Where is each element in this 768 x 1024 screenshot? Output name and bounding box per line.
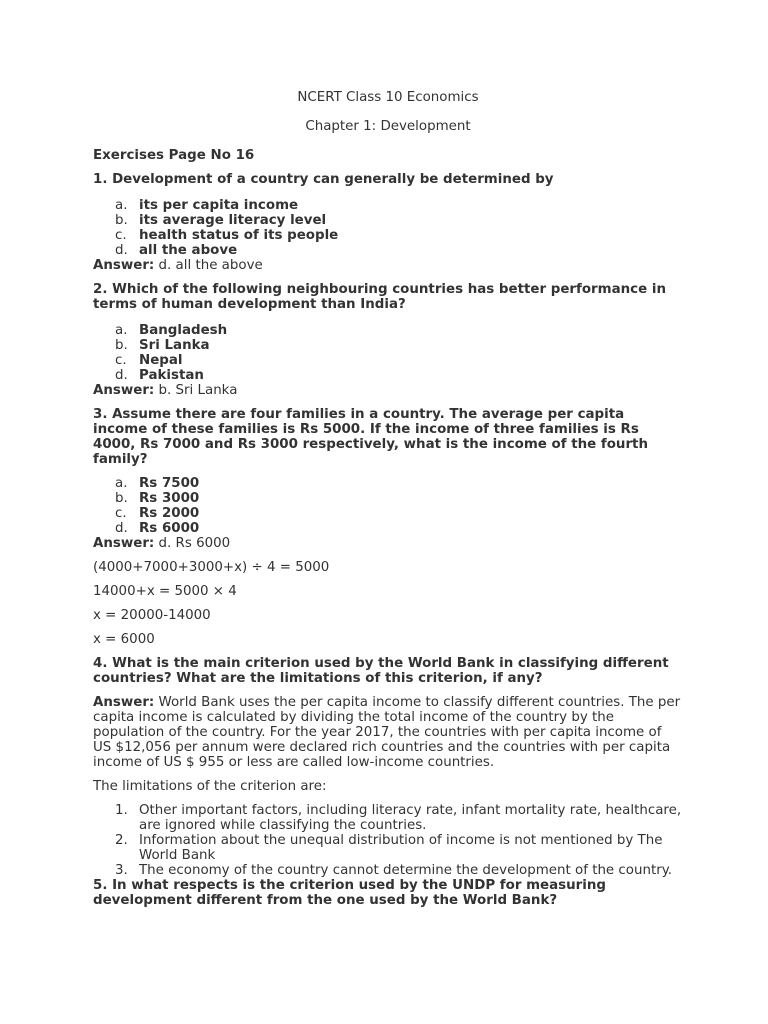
- option-marker: d.: [115, 243, 128, 258]
- question-1-options: [93, 198, 683, 258]
- option-text: Pakistan: [139, 368, 204, 383]
- option: [93, 491, 683, 506]
- option-text: health status of its people: [139, 228, 339, 243]
- option-marker: c.: [115, 506, 127, 521]
- option-marker: c.: [115, 228, 127, 243]
- option-text: Rs 6000: [139, 521, 200, 536]
- option-marker: a.: [115, 198, 128, 213]
- answer-text: d. Rs 6000: [154, 536, 231, 551]
- limitation-marker: 2.: [115, 833, 128, 848]
- question-4: 4. What is the main criterion used by the World Bank in classifying different countries? What are the limitations of this criterion, if any?: [93, 656, 669, 686]
- limitations-intro: The limitations of the criterion are:: [93, 779, 327, 794]
- option-text: its average literacy level: [139, 213, 327, 228]
- option-text: Rs 3000: [139, 491, 200, 506]
- option-text: all the above: [139, 243, 238, 258]
- question-1: 1. Development of a country can generally be determined by: [93, 172, 554, 187]
- limitation-marker: 3.: [115, 863, 128, 878]
- question-3: 3. Assume there are four families in a country. The average per capita income of these families is Rs 5000. If the income of three families is Rs 4000, Rs 7000 and Rs 3000 respectively, what is the income of the fourth family?: [93, 407, 648, 467]
- option-marker: a.: [115, 323, 128, 338]
- answer-label: Answer:: [93, 383, 155, 398]
- chapter-title: Chapter 1: Development: [305, 119, 471, 134]
- limitation-marker: 1.: [115, 803, 128, 818]
- answer-text: World Bank uses the per capita income to classify different countries. The per capita income is calculated by dividing the total income of the country by the population of the country. For the year 2017, the countries with per capita income of US $12,056 per annum were declared rich countries and the countries with per capita income of US $ 955 or less are called low-income countries.: [93, 695, 681, 770]
- question-2: 2. Which of the following neighbouring countries has better performance in terms of human development than India?: [93, 282, 666, 312]
- option: [93, 213, 683, 228]
- option-text: its per capita income: [139, 198, 299, 213]
- option-marker: b.: [115, 338, 128, 353]
- limitation-item: [93, 863, 683, 878]
- working-line: x = 6000: [93, 632, 155, 647]
- document-title: NCERT Class 10 Economics: [297, 90, 479, 105]
- answer-4: [93, 695, 683, 770]
- limitation-text: Other important factors, including literacy rate, infant mortality rate, healthcare, are ignored while classifying the countries.: [139, 803, 682, 833]
- option-text: Rs 2000: [139, 506, 200, 521]
- option-marker: d.: [115, 368, 128, 383]
- limitation-item: [93, 833, 683, 863]
- limitation-text: Information about the unequal distribution of income is not mentioned by The World Bank: [139, 833, 663, 863]
- answer-text: b. Sri Lanka: [154, 383, 238, 398]
- limitation-text: The economy of the country cannot determine the development of the country.: [139, 863, 672, 878]
- answer-text: d. all the above: [154, 258, 263, 273]
- option: [93, 228, 683, 243]
- option-marker: d.: [115, 521, 128, 536]
- working-line: 14000+x = 5000 × 4: [93, 584, 237, 599]
- answer-label: Answer:: [93, 536, 155, 551]
- option-text: Nepal: [139, 353, 183, 368]
- answer-3: [93, 536, 683, 551]
- answer-label: Answer:: [93, 695, 155, 710]
- answer-1: [93, 258, 683, 273]
- option-text: Bangladesh: [139, 323, 228, 338]
- working-line: x = 20000-14000: [93, 608, 211, 623]
- option: [93, 323, 683, 338]
- option-marker: b.: [115, 491, 128, 506]
- option-text: Rs 7500: [139, 476, 200, 491]
- option: [93, 506, 683, 521]
- option: [93, 243, 683, 258]
- exercises-heading: Exercises Page No 16: [93, 148, 255, 163]
- question-5: 5. In what respects is the criterion used by the UNDP for measuring development different from the one used by the World Bank?: [93, 878, 606, 908]
- option-marker: b.: [115, 213, 128, 228]
- option: [93, 521, 683, 536]
- option-text: Sri Lanka: [139, 338, 210, 353]
- limitation-item: [93, 803, 683, 833]
- option-marker: a.: [115, 476, 128, 491]
- answer-2: [93, 383, 683, 398]
- question-3-options: [93, 476, 683, 536]
- option-marker: c.: [115, 353, 127, 368]
- option: [93, 338, 683, 353]
- working-line: (4000+7000+3000+x) ÷ 4 = 5000: [93, 560, 330, 575]
- option: [93, 368, 683, 383]
- limitations-list: [93, 803, 683, 878]
- option: [93, 353, 683, 368]
- question-2-options: [93, 323, 683, 383]
- option: [93, 198, 683, 213]
- answer-label: Answer:: [93, 258, 155, 273]
- option: [93, 476, 683, 491]
- document-body: [93, 90, 683, 917]
